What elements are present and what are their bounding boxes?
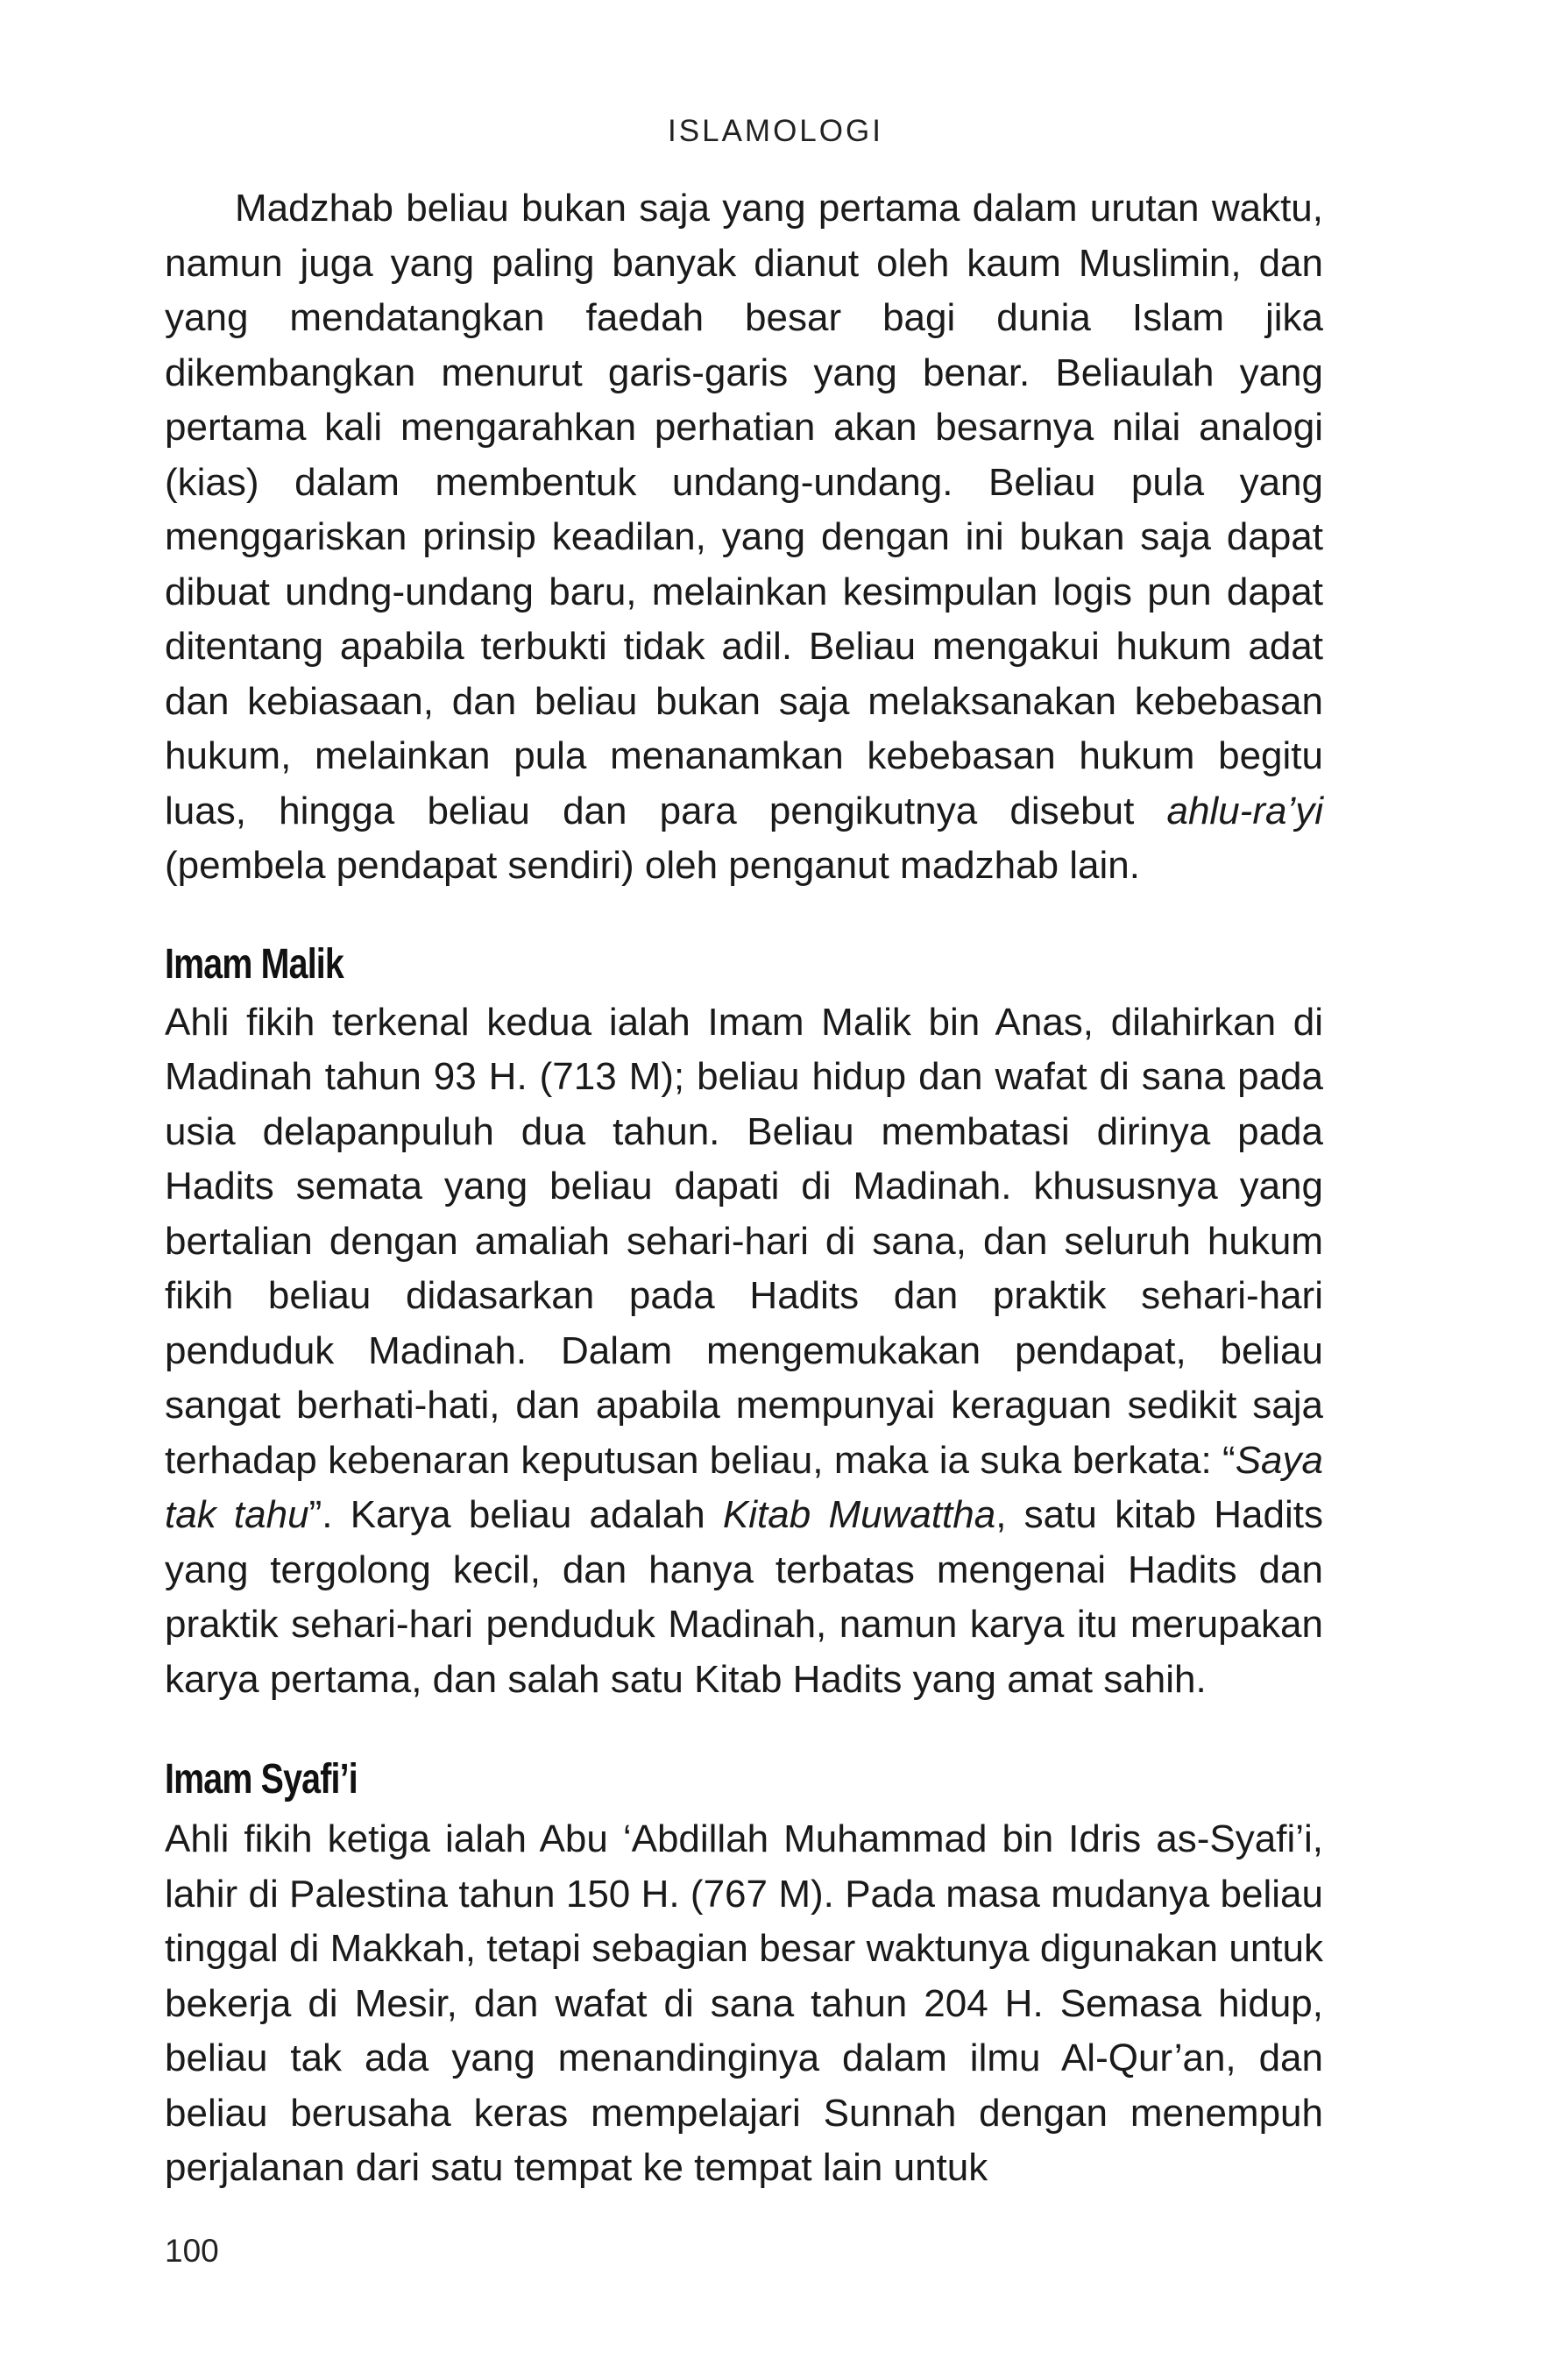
running-header: ISLAMOLOGI xyxy=(668,114,883,148)
paragraph-text: Ahli fikih terkenal kedua ialah Imam Malik bin Anas, dilahirkan di Madinah tahun 93 H. (713 M); beliau hidup dan wafat di sana pada usia delapanpuluh dua tahun. Beliau membatasi dirinya pada Hadits semata yang beliau dapati di Madinah. khususnya yang bertalian dengan amaliah sehari-hari di sana, dan seluruh hukum fikih beliau didasarkan pada Hadits dan praktik sehari-hari penduduk Madinah. Dalam mengemukakan pendapat, beliau sangat berhati-hati, dan apabila mempunyai keraguan sedikit saja terhadap kebenaran keputusan beliau, maka ia suka berkata: “ xyxy=(165,1000,1323,1482)
page-number: 100 xyxy=(165,2233,219,2269)
paragraph-text: Ahli fikih ketiga ialah Abu ‘Abdillah Muhammad bin Idris as-Syafi’i, lahir di Palestina tahun 150 H. (767 M). Pada masa mudanya beliau tinggal di Makkah, tetapi sebagian besar waktunya digunakan untuk bekerja di Mesir, dan wafat di sana tahun 204 H. Semasa hidup, beliau tak ada yang menandinginya dalam ilmu Al-Qur’an, dan beliau berusaha keras mempelajari Sunnah dengan menempuh perjalanan dari satu tempat ke tempat lain untuk xyxy=(165,1817,1323,2189)
italic-term: ahlu-ra’yi xyxy=(1166,789,1323,832)
page-body xyxy=(165,181,1323,2196)
paragraph-text: (pembela pendapat sendiri) oleh penganut madzhab lain. xyxy=(165,844,1140,887)
paragraph-malik xyxy=(165,995,1323,1708)
paragraph-text: , satu kitab Hadits yang tergolong kecil, dan hanya terbatas mengenai Hadits dan praktik sehari-hari penduduk Madinah, namun karya itu merupakan karya pertama, dan salah satu Kitab Hadits yang amat sahih. xyxy=(165,1493,1323,1701)
italic-book-title: Kitab Muwattha xyxy=(722,1493,996,1536)
section-heading-imam-syafii: Imam Syafi’i xyxy=(165,1756,358,1803)
paragraph-syafii xyxy=(165,1812,1323,2196)
paragraph-text: Madzhab beliau bukan saja yang pertama dalam urutan waktu, namun juga yang paling banyak dianut oleh kaum Muslimin, dan yang mendatangkan faedah besar bagi dunia Islam jika dikembangkan menurut garis-garis yang benar. Beliaulah yang pertama kali mengarahkan perhatian akan besarnya nilai analogi (kias) dalam membentuk undang-undang. Beliau pula yang menggariskan prinsip keadilan, yang dengan ini bukan saja dapat dibuat undng-undang baru, melainkan kesimpulan logis pun dapat ditentang apabila terbukti tidak adil. Beliau mengakui hukum adat dan kebiasaan, dan beliau bukan saja melaksanakan kebebasan hukum, melainkan pula menanamkan kebebasan hukum begitu luas, hingga beliau dan para pengikutnya disebut xyxy=(165,187,1323,832)
paragraph-text: ”. Karya beliau adalah xyxy=(308,1493,723,1536)
italic-quote: Saya tak tahu xyxy=(165,1438,1323,1536)
section-heading-imam-malik: Imam Malik xyxy=(165,940,344,988)
paragraph-hanafi xyxy=(165,181,1323,894)
